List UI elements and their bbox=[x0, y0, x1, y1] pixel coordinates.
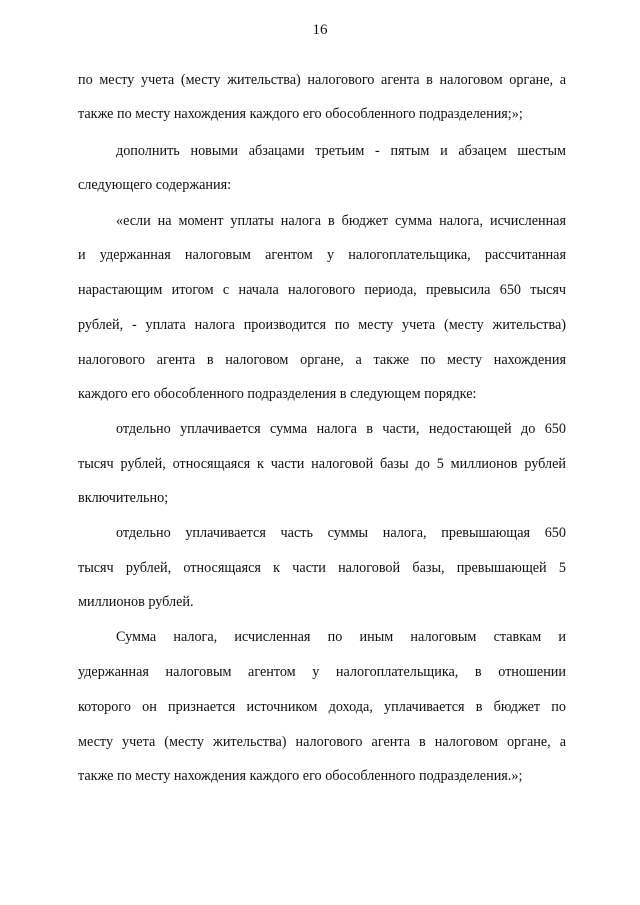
text-line: которого он признается источником дохода, уплачивается в бюджет по bbox=[78, 699, 566, 715]
text-line: нарастающим итогом с начала налогового периода, превысила 650 тысяч bbox=[78, 282, 566, 298]
text-line: дополнить новыми абзацами третьим - пятым и абзацем шестым bbox=[116, 143, 566, 159]
text-line: миллионов рублей. bbox=[78, 594, 194, 610]
text-line: также по месту нахождения каждого его обособленного подразделения;»; bbox=[78, 106, 523, 122]
text-line: и удержанная налоговым агентом у налогоплательщика, рассчитанная bbox=[78, 247, 566, 263]
text-line: «если на момент уплаты налога в бюджет сумма налога, исчисленная bbox=[116, 213, 566, 229]
text-line: налогового агента в налоговом органе, а также по месту нахождения bbox=[78, 352, 566, 368]
text-line: тысяч рублей, относящаяся к части налоговой базы до 5 миллионов рублей bbox=[78, 456, 566, 472]
text-line: по месту учета (месту жительства) налогового агента в налоговом органе, а bbox=[78, 72, 566, 88]
text-line: также по месту нахождения каждого его обособленного подразделения.»; bbox=[78, 768, 523, 784]
text-line: следующего содержания: bbox=[78, 177, 232, 193]
text-line: Сумма налога, исчисленная по иным налоговым ставкам и bbox=[116, 629, 566, 645]
text-line: включительно; bbox=[78, 490, 169, 506]
text-line: каждого его обособленного подразделения в следующем порядке: bbox=[78, 386, 477, 402]
text-line: рублей, - уплата налога производится по месту учета (месту жительства) bbox=[78, 317, 566, 333]
text-line: отдельно уплачивается часть суммы налога, превышающая 650 bbox=[116, 525, 566, 541]
text-line: отдельно уплачивается сумма налога в части, недостающей до 650 bbox=[116, 421, 566, 437]
page-number: 16 bbox=[312, 22, 328, 38]
text-line: месту учета (месту жительства) налогового агента в налоговом органе, а bbox=[78, 734, 566, 750]
text-line: тысяч рублей, относящаяся к части налоговой базы, превышающей 5 bbox=[78, 560, 566, 576]
text-line: удержанная налоговым агентом у налогоплательщика, в отношении bbox=[78, 664, 566, 680]
